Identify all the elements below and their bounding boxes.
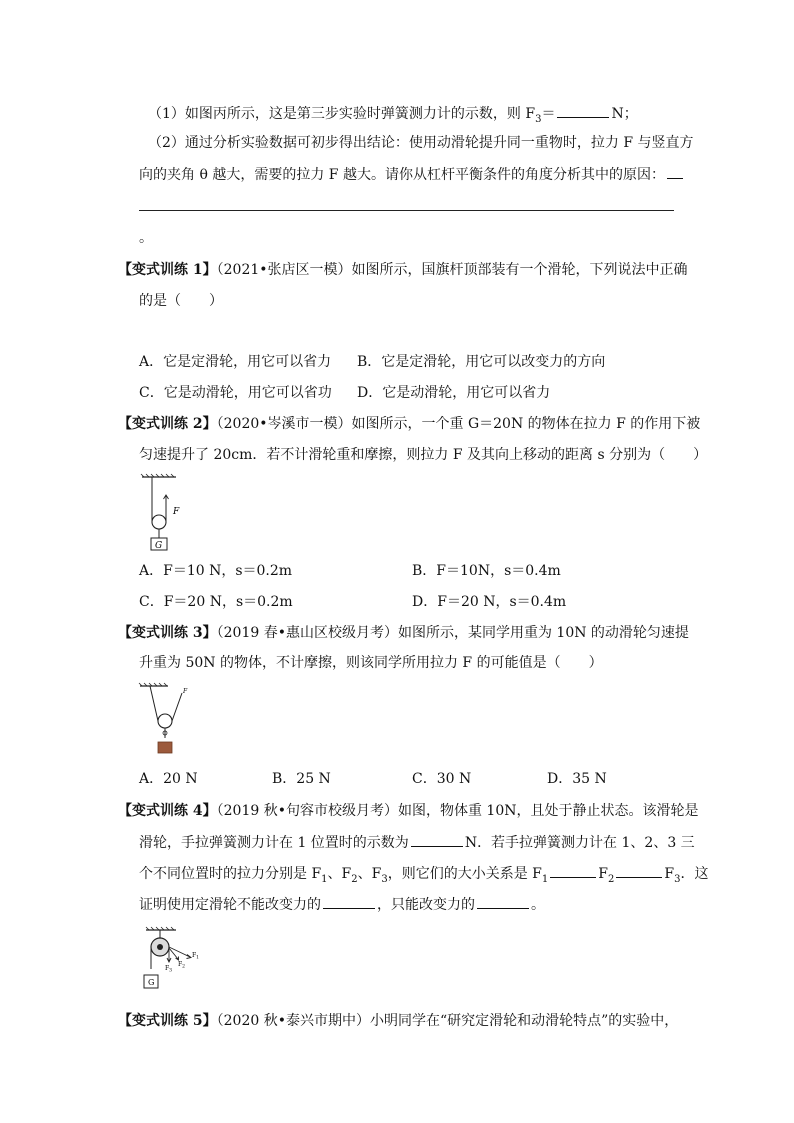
f2-label: $F_2$	[178, 961, 186, 970]
ex3-option-d[interactable]: D．35 N	[547, 771, 607, 787]
force-label: F	[183, 688, 188, 695]
angled-pulley-figure	[138, 681, 198, 761]
exercise-text: N．若手拉弹簧测力计在 1、2、3 三	[464, 835, 695, 851]
answer-line[interactable]	[139, 210, 674, 211]
exercise-4-line1	[118, 801, 698, 821]
part1-unit: N；	[611, 106, 638, 122]
answer-blank[interactable]	[323, 894, 375, 909]
exercise-text: （2020 秋•泰兴市期中）小明同学在“研究定滑轮和动滑轮特点”的实验中，	[216, 1013, 679, 1029]
ex2-option-c[interactable]: C．F＝20 N，s＝0.2m	[139, 594, 293, 610]
exercise-4-line3	[139, 863, 708, 890]
exercise-3-line1	[118, 623, 689, 643]
exercise-5-line1	[118, 1011, 678, 1031]
ex2-option-b[interactable]: B．F＝10N，s＝0.4m	[412, 563, 561, 579]
part2-text: 向的夹角 θ 越大，需要的拉力 F 越大。请你从杠杆平衡条件的角度分析其中的原因：	[139, 167, 665, 183]
ex2-option-a[interactable]: A．F＝10 N，s＝0.2m	[139, 563, 293, 579]
exercise-text: 证明使用定滑轮不能改变力的	[139, 897, 321, 913]
force-label: F	[173, 507, 180, 517]
part1-eq: ＝	[541, 106, 556, 122]
answer-blank[interactable]	[550, 863, 596, 878]
weight-label: G	[155, 541, 163, 551]
answer-blank[interactable]	[557, 103, 609, 118]
subscript: 1	[321, 873, 328, 885]
ex1-option-d[interactable]: D．它是动滑轮，用它可以省力	[357, 385, 551, 401]
exercise-1-line2: 的是（ ）	[139, 293, 223, 309]
exercise-text: （2019 春•惠山区校级月考）如图所示，某同学用重为 10N 的动滑轮匀速提	[216, 625, 689, 641]
fixed-pulley-figure	[140, 927, 210, 993]
question-part-2-end: 。	[139, 230, 153, 246]
question-part-2-line1: （2）通过分析实验数据可初步得出结论：使用动滑轮提升同一重物时，拉力 F 与竖直方	[148, 135, 694, 151]
exercise-text: （2020•岑溪市一模）如图所示，一个重 G＝20N 的物体在拉力 F 的作用下被	[216, 416, 701, 432]
exercise-2-line1	[118, 414, 700, 434]
answer-blank[interactable]	[411, 832, 463, 847]
exercise-4-line4	[139, 894, 545, 915]
ex2-option-d[interactable]: D．F＝20 N，s＝0.4m	[412, 594, 567, 610]
subscript: 3	[381, 873, 388, 885]
exercise-text: F	[598, 866, 608, 882]
exercise-text: 、F	[357, 866, 382, 882]
exercise-text: （2021•张店区一模）如图所示，国旗杆顶部装有一个滑轮，下列说法中正确	[216, 262, 688, 278]
exercise-tag: 【变式训练 5】	[118, 1013, 217, 1029]
exercise-tag: 【变式训练 4】	[118, 803, 217, 819]
subscript: 2	[351, 873, 358, 885]
ex1-option-b[interactable]: B．它是定滑轮，用它可以改变力的方向	[357, 354, 606, 370]
ex3-option-a[interactable]: A．20 N	[139, 771, 198, 787]
answer-blank[interactable]	[616, 863, 662, 878]
exercise-3-line2: 升重为 50N 的物体，不计摩擦，则该同学所用拉力 F 的可能值是（ ）	[139, 655, 603, 671]
exercise-text: ，则它们的大小关系是 F	[387, 866, 542, 882]
exercise-text: ，只能改变力的	[377, 897, 475, 913]
f1-label: $F_1$	[192, 952, 200, 961]
ex1-option-c[interactable]: C．它是动滑轮，用它可以省功	[139, 385, 332, 401]
exercise-text: ．这	[680, 866, 709, 882]
exercise-2-line2: 匀速提升了 20cm．若不计滑轮重和摩擦，则拉力 F 及其向上移动的距离 s 分别为（ ）	[139, 447, 708, 463]
exercise-4-line2	[139, 832, 695, 853]
part1-text: （1）如图丙所示，这是第三步实验时弹簧测力计的示数，则 F	[148, 106, 536, 122]
answer-blank[interactable]	[477, 894, 529, 909]
exercise-1-line1	[118, 260, 688, 280]
exercise-text: 、F	[327, 866, 352, 882]
answer-blank[interactable]	[667, 164, 683, 179]
ex3-option-b[interactable]: B．25 N	[272, 771, 331, 787]
movable-pulley-figure	[140, 474, 190, 554]
exercise-text: 个不同位置时的拉力分别是 F	[139, 866, 322, 882]
question-part-1	[148, 103, 638, 130]
exercise-tag: 【变式训练 2】	[118, 416, 217, 432]
exercise-tag: 【变式训练 1】	[118, 262, 217, 278]
subscript: 1	[541, 873, 549, 885]
exercise-text: 滑轮，手拉弹簧测力计在 1 位置时的示数为	[139, 835, 409, 851]
exercise-text: F	[664, 866, 675, 882]
part1-sub: 3	[535, 113, 542, 125]
exercise-text: （2019 秋•句容市校级月考）如图，物体重 10N，且处于静止状态。该滑轮是	[216, 803, 699, 819]
question-part-2-line2	[139, 164, 685, 185]
f3-label: $F_3$	[165, 965, 173, 974]
exercise-text: 。	[531, 897, 545, 913]
ex3-option-c[interactable]: C．30 N	[412, 771, 472, 787]
weight-label: G	[148, 978, 155, 987]
exercise-tag: 【变式训练 3】	[118, 625, 217, 641]
subscript: 3	[674, 873, 681, 885]
subscript: 2	[608, 873, 615, 885]
ex1-option-a[interactable]: A．它是定滑轮，用它可以省力	[139, 354, 332, 370]
